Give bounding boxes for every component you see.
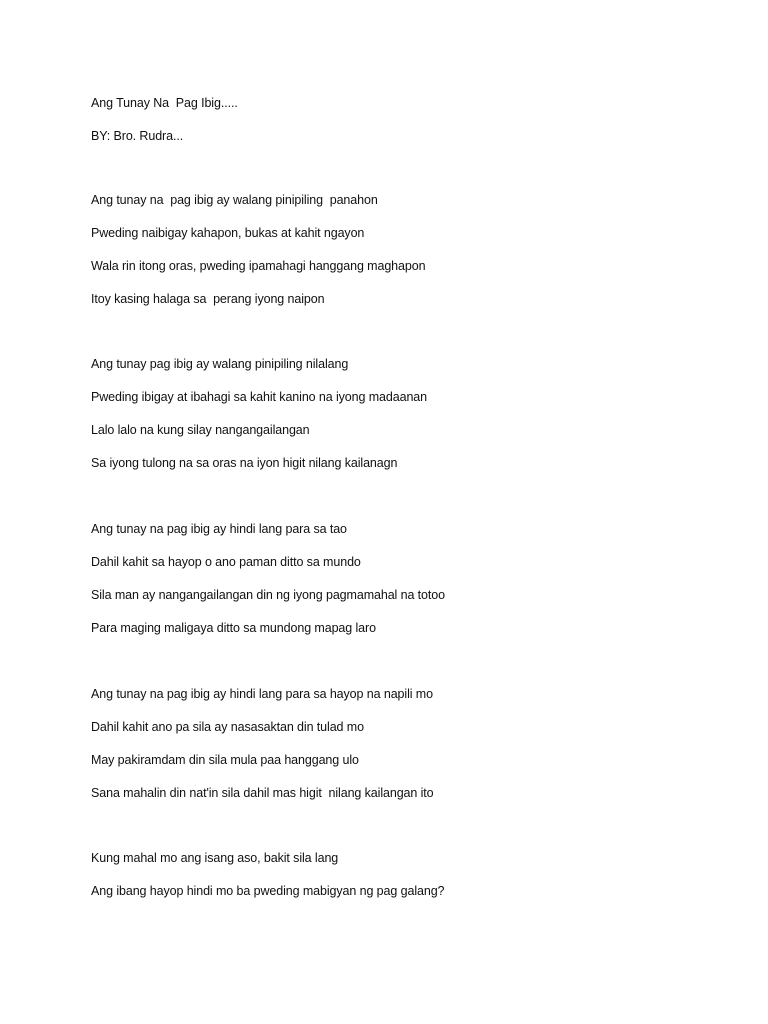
stanza-3-line-4: Para maging maligaya ditto sa mundong mapag laro xyxy=(91,621,376,635)
poem-byline: BY: Bro. Rudra... xyxy=(91,129,184,143)
stanza-3-line-3: Sila man ay nangangailangan din ng iyong pagmamahal na totoo xyxy=(91,588,445,602)
stanza-5-line-1: Kung mahal mo ang isang aso, bakit sila lang xyxy=(91,851,339,865)
poem-title: Ang Tunay Na Pag Ibig..... xyxy=(91,96,238,110)
stanza-2-line-4: Sa iyong tulong na sa oras na iyon higit nilang kailanagn xyxy=(91,456,398,470)
stanza-3-line-2: Dahil kahit sa hayop o ano paman ditto sa mundo xyxy=(91,555,361,569)
stanza-1-line-1: Ang tunay na pag ibig ay walang pinipiling panahon xyxy=(91,193,378,207)
stanza-1-line-2: Pweding naibigay kahapon, bukas at kahit ngayon xyxy=(91,226,365,240)
stanza-4-line-4: Sana mahalin din nat'in sila dahil mas higit nilang kailangan ito xyxy=(91,786,434,800)
stanza-4-line-3: May pakiramdam din sila mula paa hanggang ulo xyxy=(91,753,359,767)
stanza-5-line-2: Ang ibang hayop hindi mo ba pweding mabigyan ng pag galang? xyxy=(91,884,445,898)
stanza-2-line-1: Ang tunay pag ibig ay walang pinipiling nilalang xyxy=(91,357,349,371)
stanza-4-line-2: Dahil kahit ano pa sila ay nasasaktan din tulad mo xyxy=(91,720,364,734)
stanza-4-line-1: Ang tunay na pag ibig ay hindi lang para sa hayop na napili mo xyxy=(91,687,433,701)
stanza-1-line-3: Wala rin itong oras, pweding ipamahagi hanggang maghapon xyxy=(91,259,426,273)
stanza-2-line-3: Lalo lalo na kung silay nangangailangan xyxy=(91,423,310,437)
stanza-1-line-4: Itoy kasing halaga sa perang iyong naipon xyxy=(91,292,325,306)
stanza-2-line-2: Pweding ibigay at ibahagi sa kahit kanino na iyong madaanan xyxy=(91,390,428,404)
stanza-3-line-1: Ang tunay na pag ibig ay hindi lang para sa tao xyxy=(91,522,347,536)
